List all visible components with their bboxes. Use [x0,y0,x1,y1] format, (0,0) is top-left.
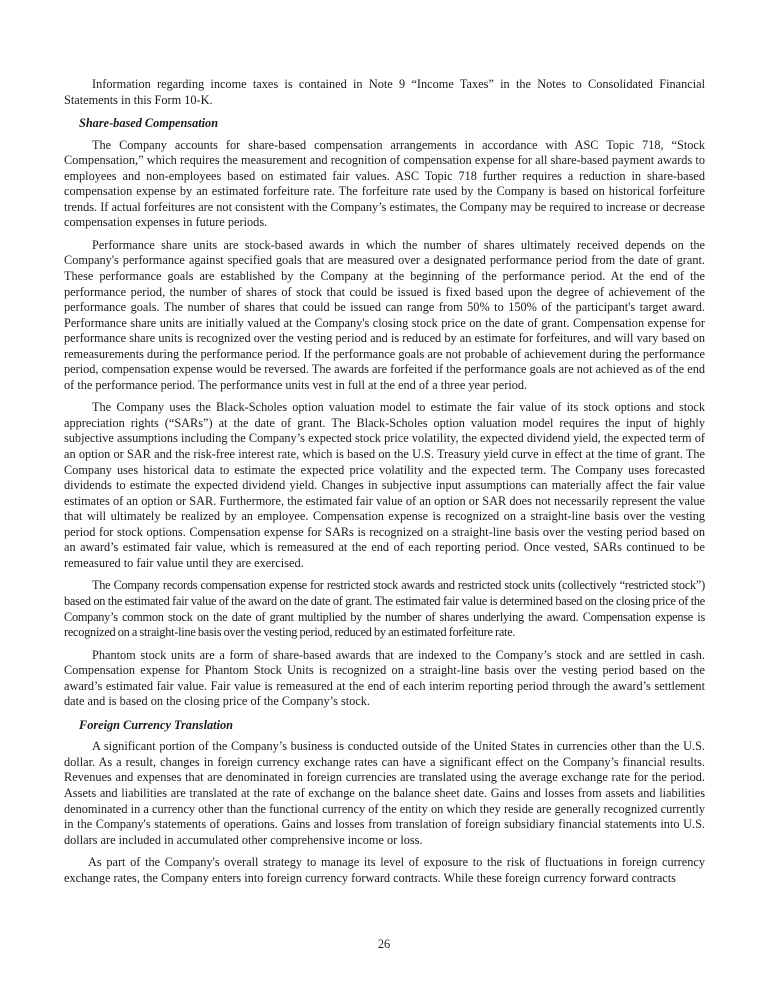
paragraph-phantom-stock: Phantom stock units are a form of share-based awards that are indexed to the Company’s stock and are settled in cash. Compensation expense for Phantom Stock Units is recognized on a straight-line basis over the vesting period based on the award’s estimated fair value. Fair value is remeasured at the end of each interim reporting period through the award’s settlement date and is based on the closing price of the Company’s stock. [64,647,705,709]
paragraph-black-scholes: The Company uses the Black-Scholes option valuation model to estimate the fair value of its stock options and stock appreciation rights (“SARs”) at the date of grant. The Black-Scholes option valuation model requires the input of highly subjective assumptions including the Company’s expected stock price volatility, the expected dividend yield, the expected term of an option or SAR and the risk-free interest rate, which is based on the U.S. Treasury yield curve in effect at the time of grant. The Company uses historical data to estimate the expected price volatility and the expected term. The Company uses forecasted dividends to estimate the expected dividend yield. Changes in subjective input assumptions can materially affect the fair value estimates of an option or SAR. Furthermore, the estimated fair value of an option or SAR does not necessarily represent the value that will ultimately be realized by an employee. Compensation expense is recognized on a straight-line basis over the vesting period for stock options. Compensation expense for SARs is recognized on a straight-line basis over the vesting period based on an award’s estimated fair value, which is remeasured at the end of each reporting period. Once vested, SARs continued to be remeasured to fair value until they are exercised. [64,400,705,570]
paragraph-foreign-currency: A significant portion of the Company’s business is conducted outside of the United States in currencies other than the U.S. dollar. As a result, changes in foreign currency exchange rates can have a significant effect on the Company’s financial results. Revenues and expenses that are denominated in foreign currencies are translated using the average exchange rate for the period. Assets and liabilities are translated at the rate of exchange on the balance sheet date. Gains and losses from assets and liabilities denominated in a currency other than the functional currency of the entity on which they reside are generally recognized currently in the Company's statements of operations. Gains and losses from translation of foreign subsidiary financial statements into U.S. dollars are included in accumulated other comprehensive income or loss. [64,739,705,847]
paragraph-restricted-stock: The Company records compensation expense for restricted stock awards and restricted stock units (collectively “restricted stock”) based on the estimated fair value of the award on the date of grant. The estimated fair value is determined based on the closing price of the Company’s common stock on the date of grant multiplied by the number of shares underlying the award. Compensation expense is recognized on a straight-line basis over the vesting period, reduced by an estimated forfeiture rate. [64,578,705,640]
document-page [64,77,705,886]
paragraph-income-taxes: Information regarding income taxes is contained in Note 9 “Income Taxes” in the Notes to Consolidated Financial Statements in this Form 10-K. [64,77,705,107]
paragraph-asc-718: The Company accounts for share-based compensation arrangements in accordance with ASC Topic 718, “Stock Compensation,” which requires the measurement and recognition of compensation expense for all share-based payment awards to employees and non-employees based on estimated fair values. ASC Topic 718 further requires a reduction in share-based compensation expense by an estimated forfeiture rate. The forfeiture rate used by the Company is based on historical forfeiture trends. If actual forfeitures are not consistent with the Company’s estimates, the Company may be required to increase or decrease compensation expenses in future periods. [64,137,705,230]
page-number: 26 [377,937,391,951]
paragraph-performance-share-units: Performance share units are stock-based awards in which the number of shares ultimately received depends on the Company's performance against specified goals that are measured over a designated performance period from the date of grant. These performance goals are established by the Company at the beginning of the performance period. At the end of the performance period, the number of shares of stock that could be issued is fixed based upon the degree of achievement of the performance goals. The number of shares that could be issued can range from 50% to 150% of the participant's target award. Performance share units are initially valued at the Company's closing stock price on the date of grant. Compensation expense for performance share units is recognized over the vesting period and is reduced by an estimate for forfeitures, and will vary based on remeasurements during the performance period. If the performance goals are not probable of achievement during the performance period, compensation expense would be reversed. The awards are forfeited if the performance goals are not achieved as of the end of the performance period. The performance units vest in full at the end of a three year period. [64,237,705,392]
section-heading-share-based-compensation: Share-based Compensation [79,116,219,131]
paragraph-forward-contracts: As part of the Company's overall strategy to manage its level of exposure to the risk of fluctuations in foreign currency exchange rates, the Company enters into foreign currency forward contracts. While these foreign currency forward contracts [64,855,705,885]
section-heading-foreign-currency-translation: Foreign Currency Translation [79,717,233,732]
